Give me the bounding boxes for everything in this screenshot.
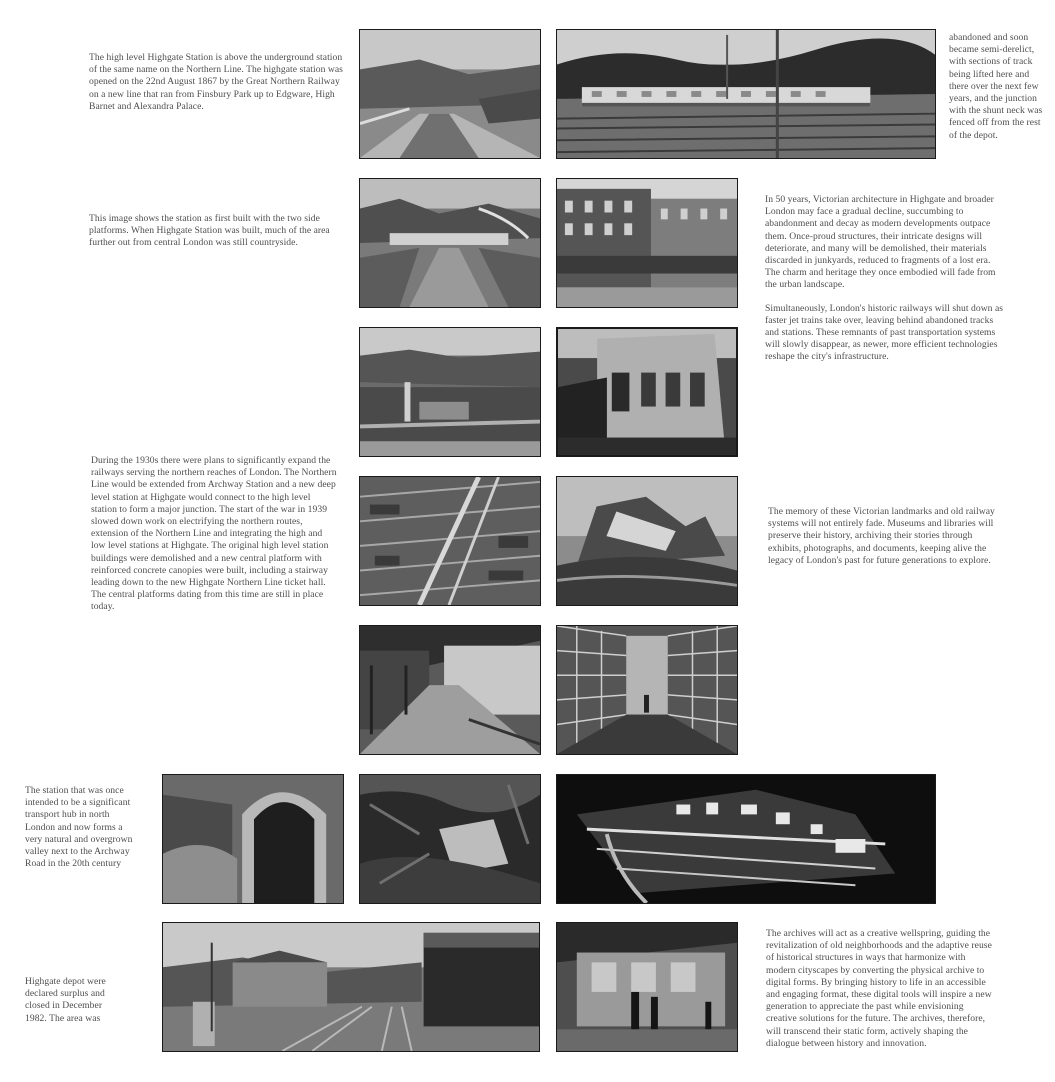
photo-icon	[163, 775, 343, 903]
paragraph-future-decline: In 50 years, Victorian architecture in Highgate and broader London may face a gradual decline, succumbing to abandonment and decay as modern developments outpace them. Once-proud structures, their intricate designs will deteriorate, and many will be demolished, their materials discarded in junkyards, reduced to fragments of a lost era. The charm and heritage they once embodied will fade from the urban landscape.	[765, 194, 996, 291]
photo-icon	[360, 179, 540, 307]
depot-trains-photo	[556, 29, 936, 159]
photo-icon	[557, 775, 935, 903]
photo-icon	[557, 626, 737, 754]
aerial-view-photo	[359, 476, 541, 606]
paragraph-station-intro: The high level Highgate Station is above the underground station of the same name on the Northern Line. The highgate station was opened on the 22nd August 1867 by the Great Northern Railway on a new line that ran from Finsbury Park up to Edgware, High Barnet and Alexandra Palace.	[89, 52, 343, 112]
depot-tracks-photo	[162, 922, 540, 1052]
derelict-building-photo	[556, 327, 738, 457]
text-block-depot-abandoned	[949, 32, 1051, 153]
victorian-street-photo	[556, 178, 738, 308]
overgrown-sign-photo	[359, 774, 541, 904]
paragraph-archives-wellspring: The archives will act as a creative wellspring, guiding the revitalization of old neighborhoods and the adaptive reuse of historical structures in ways that harmonize with modern cityscapes by converting the physical archive to digital forms. By bringing history to life in an accessible and engaging format, these digital tools will inspire a new generation to appreciate the past while envisioning creative solutions for the future. The archives, therefore, will transcend their static form, actively shaping the dialogue between history and innovation.	[766, 928, 992, 1049]
photo-icon	[557, 30, 935, 158]
paragraph-depot-closed: Highgate depot were declared surplus and closed in December 1982. The area was	[25, 976, 106, 1024]
photo-icon	[557, 477, 737, 605]
paragraph-transport-hub: The station that was once intended to be a significant transport hub in north London and now forms a very natural and overgrown valley next to the Archway Road in the 20th century	[25, 785, 133, 870]
text-block-depot-closed	[25, 976, 120, 1036]
text-block-transport-hub	[25, 785, 137, 881]
platform-canopy-photo	[359, 625, 541, 755]
text-block-archives-wellspring	[766, 928, 996, 1061]
early-station-platforms-photo	[359, 178, 541, 308]
photo-icon	[163, 923, 539, 1051]
paragraph-depot-abandoned: abandoned and soon became semi-derelict, with sections of track being lifted here and there over the next few years, and the junction with the shunt neck was fenced off from the rest of the depot.	[949, 32, 1043, 141]
photo-icon	[557, 179, 737, 307]
paragraph-side-platforms: This image shows the station as first built with the two side platforms. When Highgate Station was built, much of the area further out from central London was still countryside.	[89, 213, 330, 249]
station-valley-photo	[359, 327, 541, 457]
text-block-1930s-plans	[91, 455, 337, 625]
paragraph-1930s-plans: During the 1930s there were plans to significantly expand the railways serving the northern reaches of London. The Northern Line would be extended from Archway Station and a new deep level station at Highgate would connect to the high level station to form a major junction. The start of the war in 1939 slowed down work on electrifying the northern routes, extension of the Northern Line and integrating the high and low level stations at Highgate. The original high level station buildings were demolished and a new central platform with reinforced concrete canopies were built, including a stairway leading down to the new Highgate Northern Line ticket hall. The central platforms dating from this time are still in place today.	[91, 455, 337, 613]
photo-icon	[360, 775, 540, 903]
archive-hall-visitors-photo	[556, 922, 738, 1052]
text-block-station-intro	[89, 52, 351, 124]
photo-icon	[360, 30, 540, 158]
point-cloud-station-photo	[556, 774, 936, 904]
photo-icon	[360, 477, 540, 605]
photo-icon	[360, 626, 540, 754]
collapsed-building-photo	[556, 476, 738, 606]
photo-icon	[558, 329, 736, 455]
text-block-side-platforms	[89, 213, 341, 261]
tunnel-portal-photo	[162, 774, 344, 904]
photo-icon	[557, 923, 737, 1051]
station-cutting-photo	[359, 29, 541, 159]
paragraph-memory-preserved: The memory of these Victorian landmarks and old railway systems will not entirely fade. Museums and libraries will preserve their history, archiving their stories through exhibits, photographs, and documents, keeping alive the legacy of London's past for future generations to explore.	[768, 506, 995, 566]
text-block-future-decline	[765, 194, 1005, 375]
archive-shelves-photo	[556, 625, 738, 755]
photo-icon	[360, 328, 540, 456]
paragraph-railways-shutdown: Simultaneously, London's historic railways will shut down as faster jet trains take over, leaving behind abandoned tracks and stations. These remnants of past transportation systems will slowly disappear, as newer, more efficient technologies reshape the city's infrastructure.	[765, 302, 1004, 363]
text-block-memory-preserved	[768, 506, 998, 578]
